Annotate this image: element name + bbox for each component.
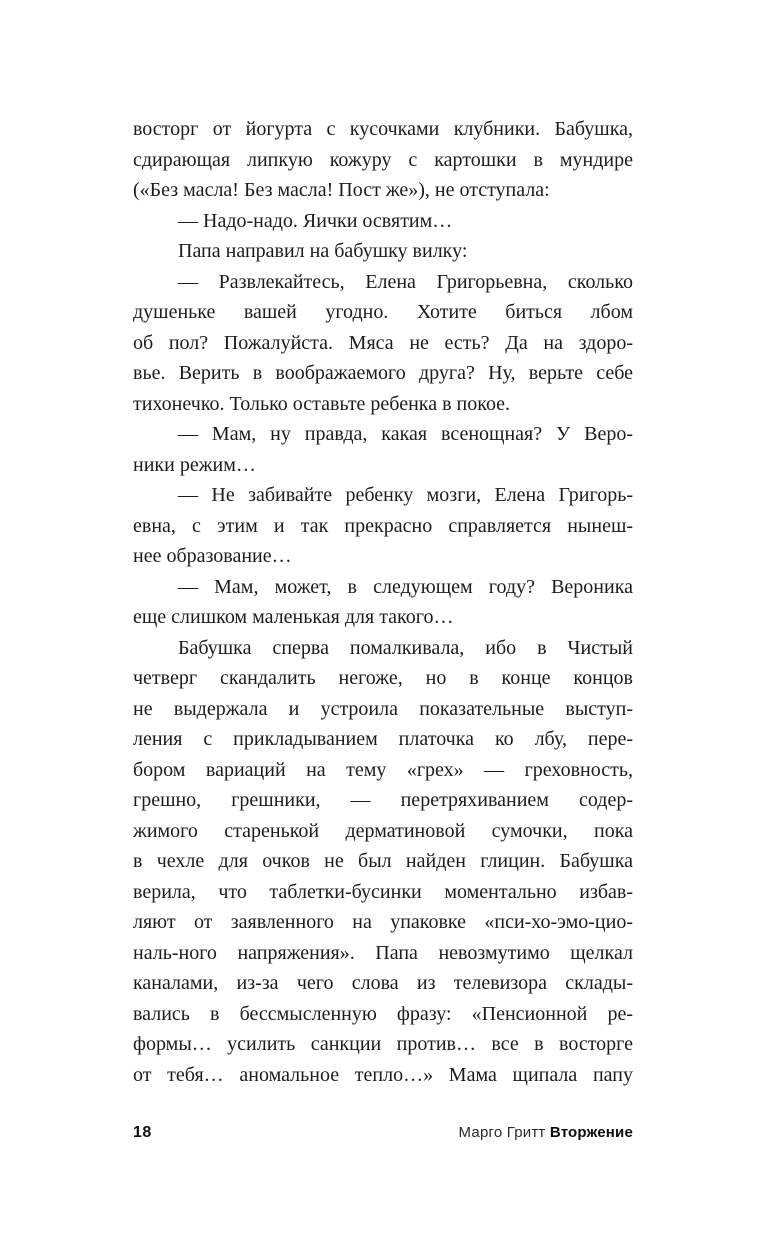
text-line: Бабушка сперва помалкивала, ибо в Чистый: [178, 636, 633, 659]
text-line: — Мам, может, в следующем году? Вероника: [178, 575, 633, 598]
text-line: формы… усилить санкции против… все в восторге: [133, 1033, 633, 1055]
text-line: тихонечко. Только оставьте ребенка в покое.: [133, 392, 511, 415]
text-line: душеньке вашей угодно. Хотите биться лбом: [133, 301, 633, 323]
running-title-book: Вторжение: [549, 1124, 633, 1141]
running-title: [459, 1124, 633, 1141]
text-line: — Не забивайте ребенку мозги, Елена Григорь-: [178, 484, 633, 506]
text-line: сдирающая липкую кожуру с картошки в мундире: [133, 148, 633, 171]
paragraph: [133, 236, 633, 267]
text-line: («Без масла! Без масла! Пост же»), не отступала:: [133, 179, 550, 201]
text-line: восторг от йогурта с кусочками клубники. Бабушка,: [133, 118, 633, 140]
paragraph: [133, 633, 633, 1091]
text-line: ления с прикладыванием платочка ко лбу, пере-: [133, 728, 633, 750]
page-footer: [133, 1124, 633, 1142]
text-line: — Мам, ну правда, какая всенощная? У Веро-: [178, 423, 633, 445]
paragraph: [133, 419, 633, 480]
text-line: — Надо-надо. Яички освятим…: [178, 209, 453, 232]
text-line: каналами, из-за чего слова из телевизора склады-: [133, 972, 633, 994]
text-line: грешно, грешники, — перетряхиванием содер-: [133, 789, 633, 811]
text-line: вались в бессмысленную фразу: «Пенсионной ре-: [133, 1002, 633, 1025]
text-line: — Развлекайтесь, Елена Григорьевна, сколько: [178, 270, 633, 293]
text-line: от тебя… аномальное тепло…» Мама щипала папу: [133, 1063, 633, 1086]
text-line: ляют от заявленного на упаковке «пси-хо-эмо-цио-: [133, 911, 633, 933]
running-title-author: Марго Гритт: [458, 1124, 546, 1141]
text-line: наль-ного напряжения». Папа невозмутимо щелкал: [133, 941, 633, 964]
text-line: в чехле для очков не был найден глицин. Бабушка: [133, 850, 633, 872]
text-line: верила, что таблетки-бусинки моментально избав-: [133, 880, 633, 903]
text-line: не выдержала и устроила показательные выступ-: [133, 697, 633, 720]
text-line: евна, с этим и так прекрасно справляется нынеш-: [133, 514, 633, 537]
paragraph: [133, 206, 633, 237]
paragraph: [133, 480, 633, 572]
text-line: жимого старенькой дерматиновой сумочки, пока: [133, 819, 633, 842]
text-line: вье. Верить в воображаемого друга? Ну, верьте себе: [133, 362, 633, 384]
paragraph: [133, 267, 633, 420]
text-body: [133, 114, 633, 1090]
text-line: бором вариаций на тему «грех» — греховность,: [133, 758, 633, 781]
text-line: об пол? Пожалуйста. Мяса не есть? Да на здоро-: [133, 331, 633, 354]
text-line: ники режим…: [133, 453, 256, 476]
text-line: еще слишком маленькая для такого…: [133, 606, 454, 628]
text-line: четверг скандалить негоже, но в конце концов: [133, 667, 633, 689]
text-line: Папа направил на бабушку вилку:: [178, 240, 468, 262]
page-number: 18: [133, 1124, 152, 1141]
paragraph: [133, 572, 633, 633]
text-line: нее образование…: [133, 545, 292, 567]
paragraph: [133, 114, 633, 206]
